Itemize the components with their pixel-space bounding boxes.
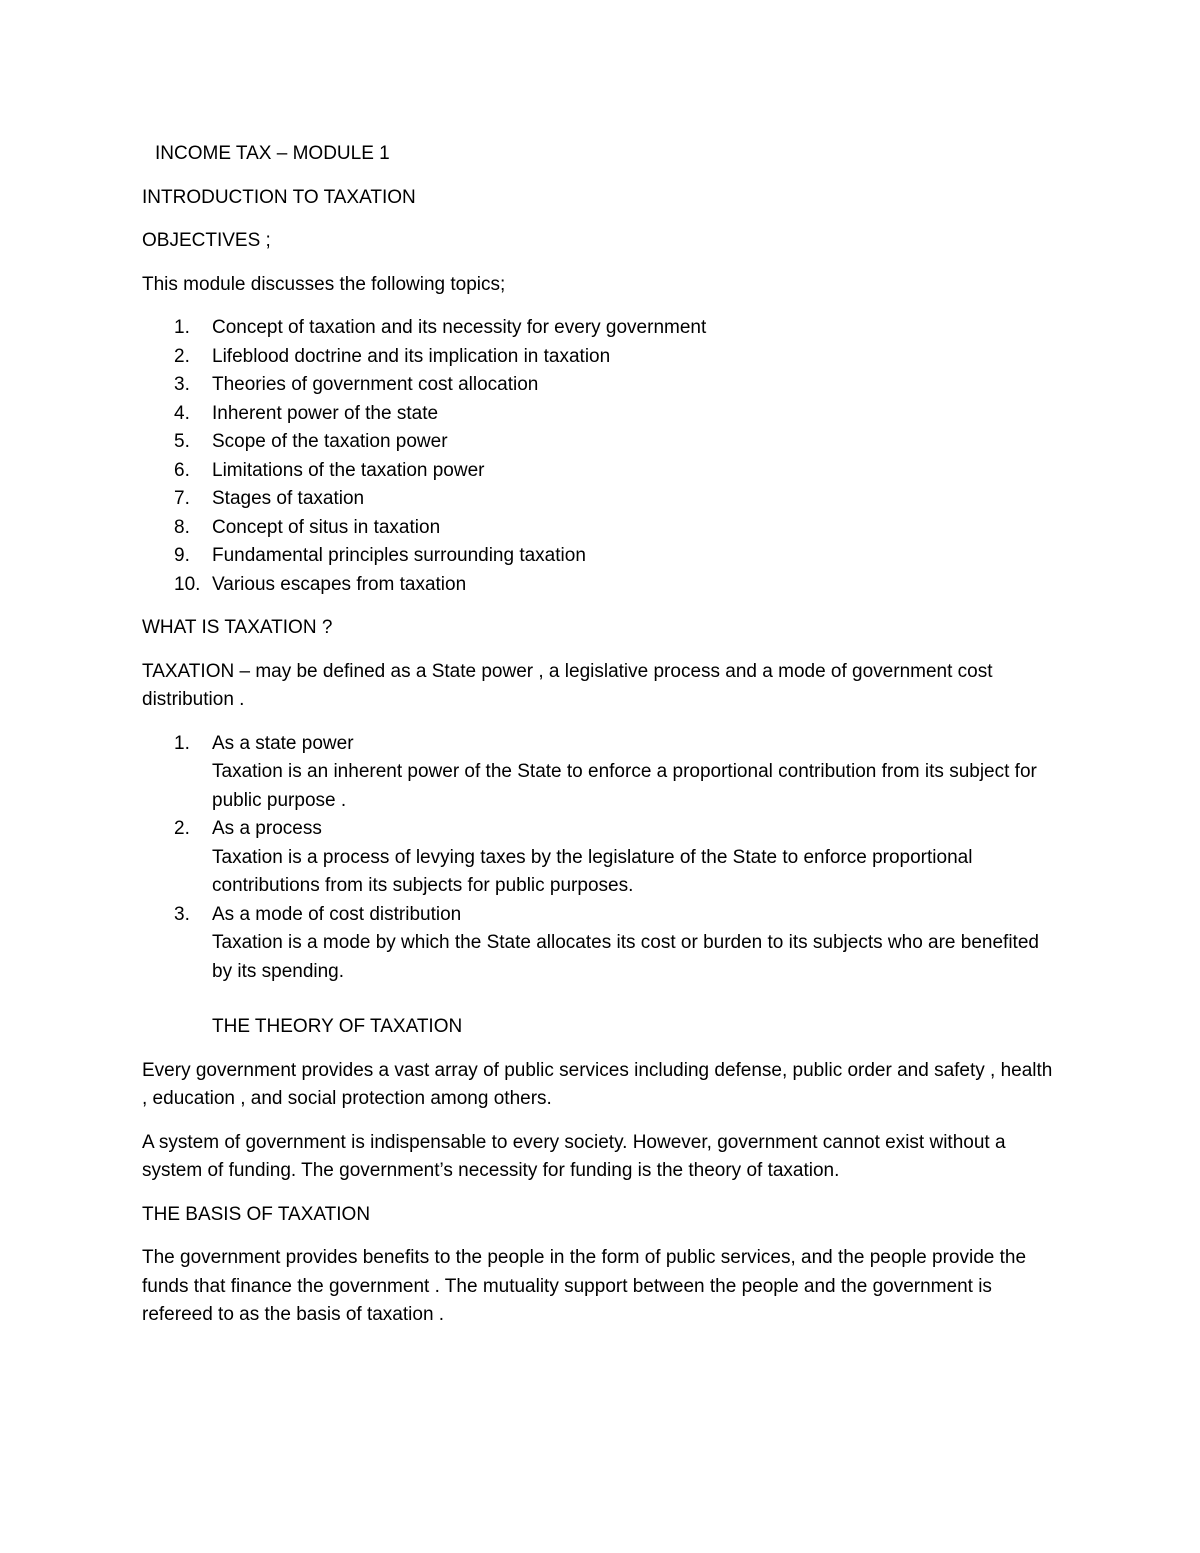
topic-item	[142, 371, 1062, 400]
topic-number: 1.	[174, 317, 190, 338]
topic-text: Concept of situs in taxation	[212, 516, 441, 538]
topic-text: Limitations of the taxation power	[212, 459, 485, 481]
definition-number: 2.	[174, 818, 190, 839]
theory-paragraph-2: A system of government is indispensable to every society. However, government cannot exist without a system of funding. The government’s necessity for funding is the theory of taxation.	[142, 1131, 1006, 1181]
definition-number: 3.	[174, 903, 190, 925]
objectives-heading: OBJECTIVES ;	[142, 230, 271, 251]
definition-number: 1.	[174, 732, 190, 754]
document-title: INCOME TAX – MODULE 1	[155, 143, 390, 164]
document-subtitle: INTRODUCTION TO TAXATION	[142, 186, 416, 208]
theory-heading: THE THEORY OF TAXATION	[212, 1016, 463, 1037]
topic-item	[142, 428, 1062, 457]
topic-text: Inherent power of the state	[212, 402, 439, 424]
topic-text: Theories of government cost allocation	[212, 374, 539, 395]
topic-text: Fundamental principles surrounding taxation	[212, 545, 586, 566]
topic-number: 6.	[174, 459, 190, 481]
topic-item	[142, 400, 1062, 429]
topic-text: Various escapes from taxation	[212, 573, 467, 595]
topic-number: 8.	[174, 516, 190, 538]
topic-number: 5.	[174, 431, 190, 452]
definition-item	[142, 901, 1062, 987]
definition-body: Taxation is a mode by which the State allocates its cost or burden to its subjects who are benefited by its spending.	[212, 932, 1039, 982]
topic-item	[142, 514, 1062, 543]
topic-item	[142, 571, 1062, 600]
topic-item	[142, 343, 1062, 372]
topic-item	[142, 542, 1062, 571]
topic-number: 3.	[174, 374, 190, 395]
topic-number: 9.	[174, 545, 190, 566]
definition-title: As a process	[212, 818, 322, 839]
topic-text: Lifeblood doctrine and its implication in taxation	[212, 345, 611, 367]
topic-number: 10.	[174, 573, 201, 595]
topic-item	[142, 457, 1062, 486]
topic-text: Stages of taxation	[212, 488, 365, 509]
definition-body: Taxation is a process of levying taxes by the legislature of the State to enforce proportional contributions from its subjects for public purposes.	[212, 846, 973, 896]
what-is-taxation-heading: WHAT IS TAXATION ?	[142, 617, 333, 638]
topic-number: 4.	[174, 402, 190, 424]
definition-title: As a state power	[212, 732, 354, 754]
topic-number: 7.	[174, 488, 190, 509]
topic-text: Scope of the taxation power	[212, 431, 448, 452]
objectives-intro: This module discusses the following topics;	[142, 273, 506, 295]
topic-text: Concept of taxation and its necessity for every government	[212, 317, 707, 338]
taxation-definition: TAXATION – may be defined as a State power , a legislative process and a mode of government cost distribution .	[142, 660, 993, 710]
definition-item	[142, 730, 1062, 816]
basis-heading: THE BASIS OF TAXATION	[142, 1203, 371, 1225]
topic-item	[142, 485, 1062, 514]
definitions-list	[142, 730, 1062, 987]
topic-number: 2.	[174, 345, 190, 367]
basis-paragraph: The government provides benefits to the people in the form of public services, and the people provide the funds that finance the government . The mutuality support between the people and the government is refereed to as the basis of taxation .	[142, 1247, 1027, 1325]
topics-list	[142, 314, 1062, 599]
definition-body: Taxation is an inherent power of the State to enforce a proportional contribution from its subject for public purpose .	[212, 761, 1037, 811]
definition-item	[142, 815, 1062, 901]
topic-item	[142, 314, 1062, 343]
definition-title: As a mode of cost distribution	[212, 903, 462, 925]
document-content	[142, 140, 1062, 1345]
theory-paragraph-1: Every government provides a vast array of public services including defense, public order and safety , health , education , and social protection among others.	[142, 1059, 1053, 1109]
